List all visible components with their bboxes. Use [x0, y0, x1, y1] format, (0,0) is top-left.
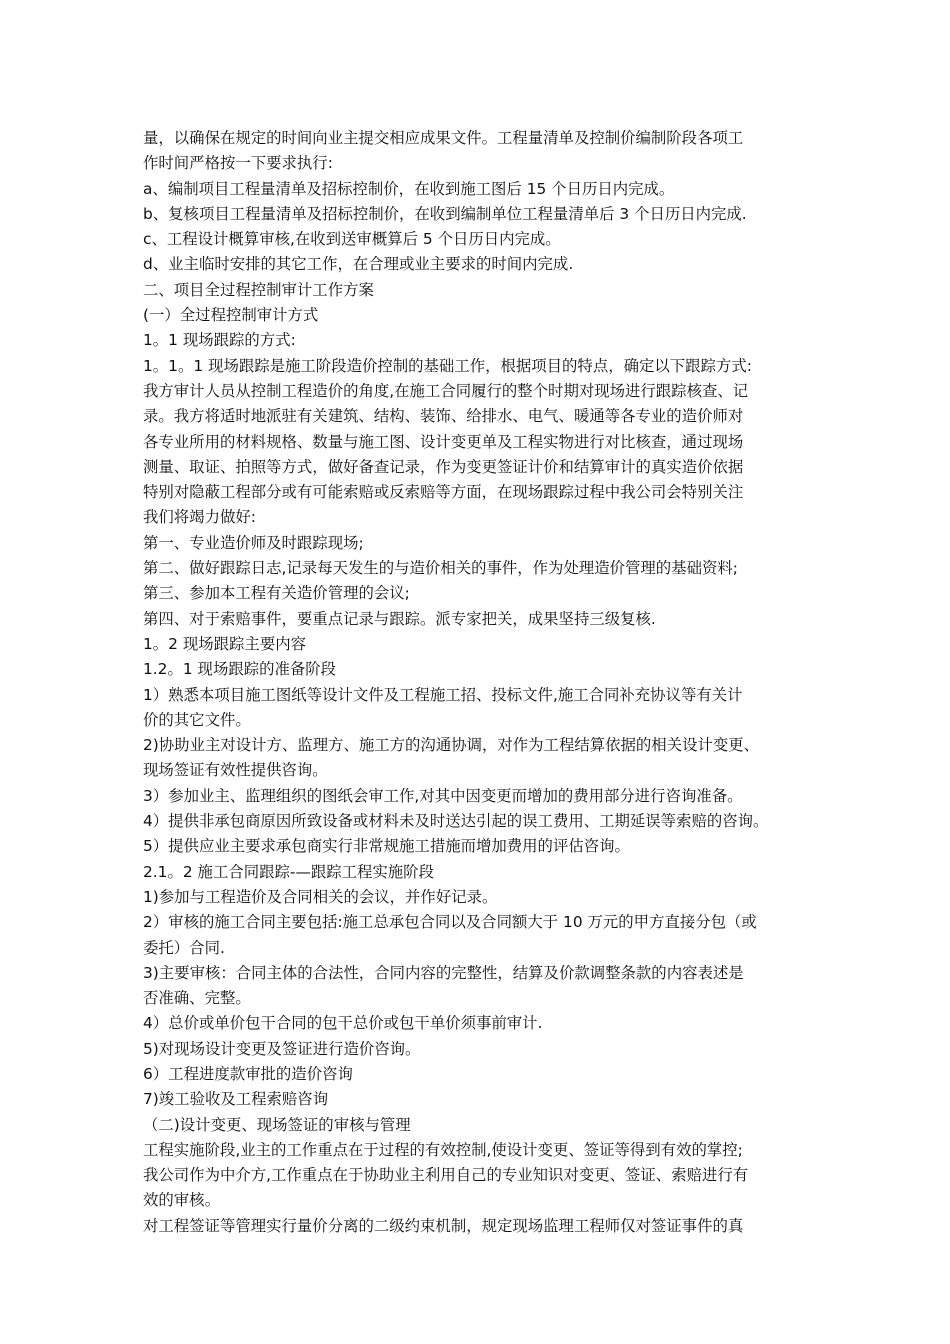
list-item: 第三、参加本工程有关造价管理的会议; [143, 584, 410, 603]
text-line: 工程实施阶段,业主的工作重点在于过程的有效控制,使设计变更、签证等得到有效的掌控; [143, 1140, 743, 1159]
text-line: 否准确、完整。 [143, 989, 251, 1008]
text-line: 效的审核。 [143, 1191, 220, 1210]
document-body [143, 126, 823, 1239]
clause-heading: 2.1。2 施工合同跟踪-—跟踪工程实施阶段 [143, 862, 434, 881]
list-item: 3)主要审核：合同主体的合法性，合同内容的完整性，结算及价款调整条款的内容表述是 [143, 963, 744, 982]
text-line: 价的其它文件。 [143, 710, 251, 729]
list-item: 5）提供应业主要求承包商实行非常规施工措施而增加费用的评估咨询。 [143, 837, 630, 856]
text-line: 录。我方将适时地派驻有关建筑、结构、装饰、给排水、电气、暖通等各专业的造价师对 [143, 407, 744, 426]
list-item: 7)竣工验收及工程索赔咨询 [143, 1090, 329, 1109]
clause-heading: 1.2。1 现场跟踪的准备阶段 [143, 660, 337, 679]
text-line: 1。1。1 现场跟踪是施工阶段造价控制的基础工作，根据项目的特点，确定以下跟踪方式: [143, 356, 752, 375]
text-line: 测量、取证、拍照等方式，做好备查记录，作为变更签证计价和结算审计的真实造价依据 [143, 457, 744, 476]
subsection-heading: (一）全过程控制审计方式 [143, 306, 319, 325]
subsection-heading: （二)设计变更、现场签证的审核与管理 [143, 1115, 411, 1134]
clause-heading: 1。2 现场跟踪主要内容 [143, 634, 306, 653]
list-item-b: b、复核项目工程量清单及招标控制价，在收到编制单位工程量清单后 3 个日历日内完成. [143, 204, 747, 223]
list-item: 4）提供非承包商原因所致设备或材料未及时送达引起的误工费用、工期延误等索赔的咨询。 [143, 812, 769, 831]
list-item: 1）熟悉本项目施工图纸等设计文件及工程施工招、投标文件,施工合同补充协议等有关计 [143, 685, 743, 704]
list-item-c: c、工程设计概算审核,在收到送审概算后 5 个日历日内完成。 [143, 230, 561, 249]
list-item: 第二、做好跟踪日志,记录每天发生的与造价相关的事件，作为处理造价管理的基础资料; [143, 559, 738, 578]
list-item: 2）审核的施工合同主要包括:施工总承包合同以及合同额大于 10 万元的甲方直接分包（或 [143, 913, 757, 932]
text-line: 作时间严格按一下要求执行: [143, 154, 333, 173]
text-line: 委托）合同. [143, 938, 225, 957]
list-item: 2)协助业主对设计方、监理方、施工方的沟通协调，对作为工程结算依据的相关设计变更、 [143, 736, 760, 755]
list-item: 第四、对于索赔事件，要重点记录与跟踪。派专家把关，成果坚持三级复核. [143, 609, 656, 628]
text-line: 我方审计人员从控制工程造价的角度,在施工合同履行的整个时期对现场进行跟踪核查、记 [143, 381, 749, 400]
list-item-d: d、业主临时安排的其它工作，在合理或业主要求的时间内完成. [143, 255, 574, 274]
text-line: 量，以确保在规定的时间向业主提交相应成果文件。工程量清单及控制价编制阶段各项工 [143, 129, 744, 147]
text-line: 现场签证有效性提供咨询。 [143, 761, 328, 780]
clause-heading: 1。1 现场跟踪的方式: [143, 331, 296, 350]
list-item-a: a、编制项目工程量清单及招标控制价，在收到施工图后 15 个日历日内完成。 [143, 179, 675, 198]
list-item: 6）工程进度款审批的造价咨询 [143, 1064, 353, 1083]
text-line: 我们将竭力做好: [143, 508, 256, 527]
list-item: 1)参加与工程造价及合同相关的会议，并作好记录。 [143, 887, 498, 906]
text-line: 特别对隐蔽工程部分或有可能索赔或反索赔等方面，在现场跟踪过程中我公司会特别关注 [143, 483, 744, 502]
text-line: 各专业所用的材料规格、数量与施工图、设计变更单及工程实物进行对比核查，通过现场 [143, 432, 744, 451]
list-item: 5)对现场设计变更及签证进行造价咨询。 [143, 1039, 421, 1058]
section-heading: 二、项目全过程控制审计工作方案 [143, 280, 374, 299]
list-item: 第一、专业造价师及时跟踪现场; [143, 533, 364, 552]
list-item: 4）总价或单价包干合同的包干总价或包干单价须事前审计. [143, 1014, 543, 1033]
text-line: 我公司作为中介方,工作重点在于协助业主利用自己的专业知识对变更、签证、索赔进行有 [143, 1166, 749, 1185]
list-item: 3）参加业主、监理组织的图纸会审工作,对其中因变更而增加的费用部分进行咨询准备。 [143, 786, 743, 805]
text-line: 对工程签证等管理实行量价分离的二级约束机制，规定现场监理工程师仅对签证事件的真 [143, 1216, 744, 1235]
